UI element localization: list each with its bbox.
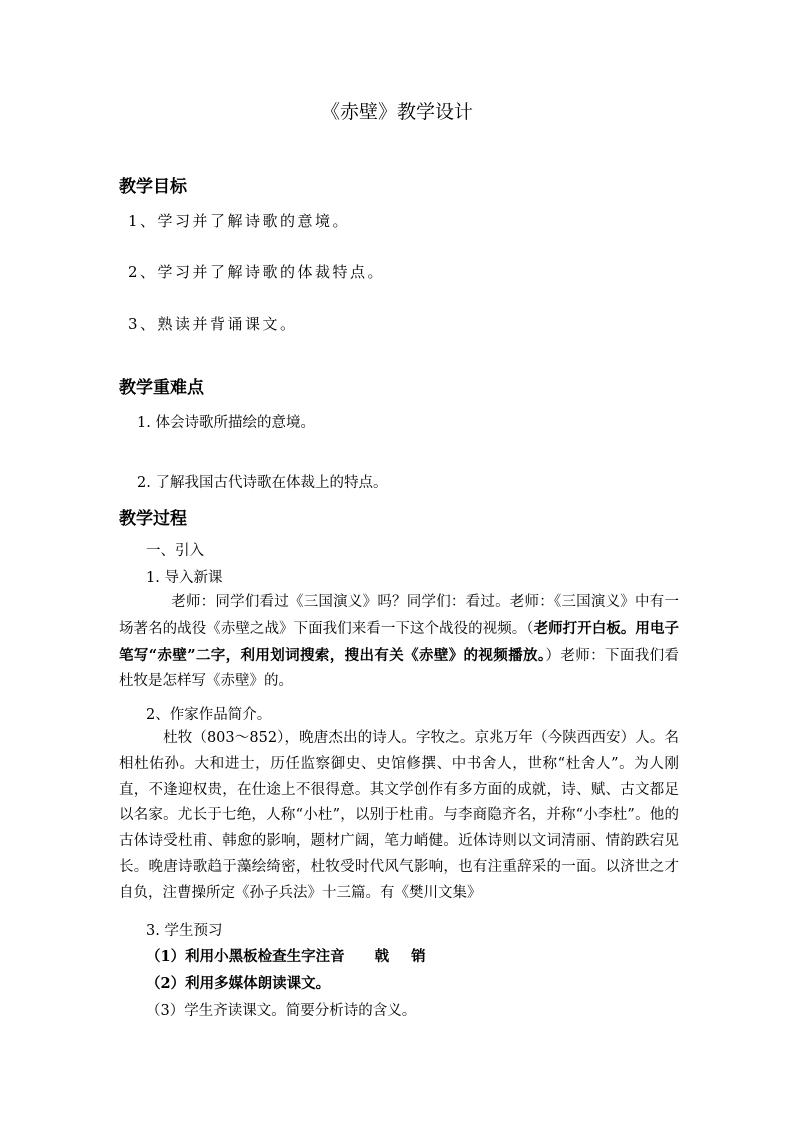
author-text: 杜牧（803～852），晚唐杰出的诗人。字牧之。京兆万年（今陕西西安）人。名相杜佑孙。大和进士，历任监察御史、史馆修撰、中书舍人，世称“杜舍人”。为人刚直，不逢迎权贵，在仕途上不很得意。其文学创作有多方面的成就，诗、赋、古文都足以名家。尤长于七绝，人称“小杜”，以别于杜甫。与李商隐齐名，并称“小李杜”。他的古体诗受杜甫、韩愈的影响，题材广阔，笔力峭健。近体诗则以文词清丽、情韵跌宕见长。晚唐诗歌趋于藻绘绮密，杜牧受时代风气影响，也有注重辞采的一面。以济世之才自负，注曹操所定《孙子兵法》十三篇。有《樊川文集》 [119,730,679,901]
sub-preview: 3. 学生预习 [146,923,223,939]
step-2-number: （2） [146,975,186,992]
sub-author-intro: 2、作家作品简介。 [146,707,272,723]
step-1-text: 利用小黑板检查生字注音 [185,948,345,965]
objective-item-3: 3、熟读并背诵课文。 [128,315,298,333]
process-heading: 教学过程 [119,509,187,529]
step-2-text: 利用多媒体朗读课文。 [185,975,331,992]
objective-item-2: 2、学习并了解诗歌的体裁特点。 [128,263,386,281]
step-3-text: 学生齐读课文。简要分析诗的含义。 [184,1003,417,1019]
difficulties-heading: 教学重难点 [119,378,204,398]
objective-item-1: 1、学习并了解诗歌的意境。 [128,212,351,230]
step-1-number: （1） [146,948,186,965]
intro-paragraph [119,590,679,695]
preview-step-3 [146,999,416,1020]
section-intro: 一、引入 [146,543,204,559]
intro-text-2: ）老师：下面我们看杜牧是怎样写《赤壁》的。 [119,647,679,690]
intro-bold-text: 老师打开白板。用电子笔写“赤壁”二字，利用划词搜索，搜出有关《赤壁》的视频播放。 [119,619,680,664]
page-title: 《赤壁》教学设计 [320,101,473,123]
objectives-heading: 教学目标 [119,177,187,197]
step-1-char-2: 销 [411,948,426,965]
preview-step-1 [146,945,426,966]
difficulty-item-2: 2. 了解我国古代诗歌在体裁上的特点。 [137,475,388,491]
step-3-number: （3） [146,1003,185,1019]
sub-new-lesson: 1. 导入新课 [146,570,223,586]
author-paragraph [119,726,679,907]
difficulty-item-1: 1. 体会诗歌所描绘的意境。 [137,415,315,431]
intro-text-1: 老师：同学们看过《三国演义》吗？同学们：看过。老师：《三国演义》中有一场著名的战役《赤壁之战》下面我们来看一下这个战役的视频。（ [119,594,679,637]
step-1-char-1: 戟 [374,948,390,965]
preview-step-2 [146,972,330,993]
